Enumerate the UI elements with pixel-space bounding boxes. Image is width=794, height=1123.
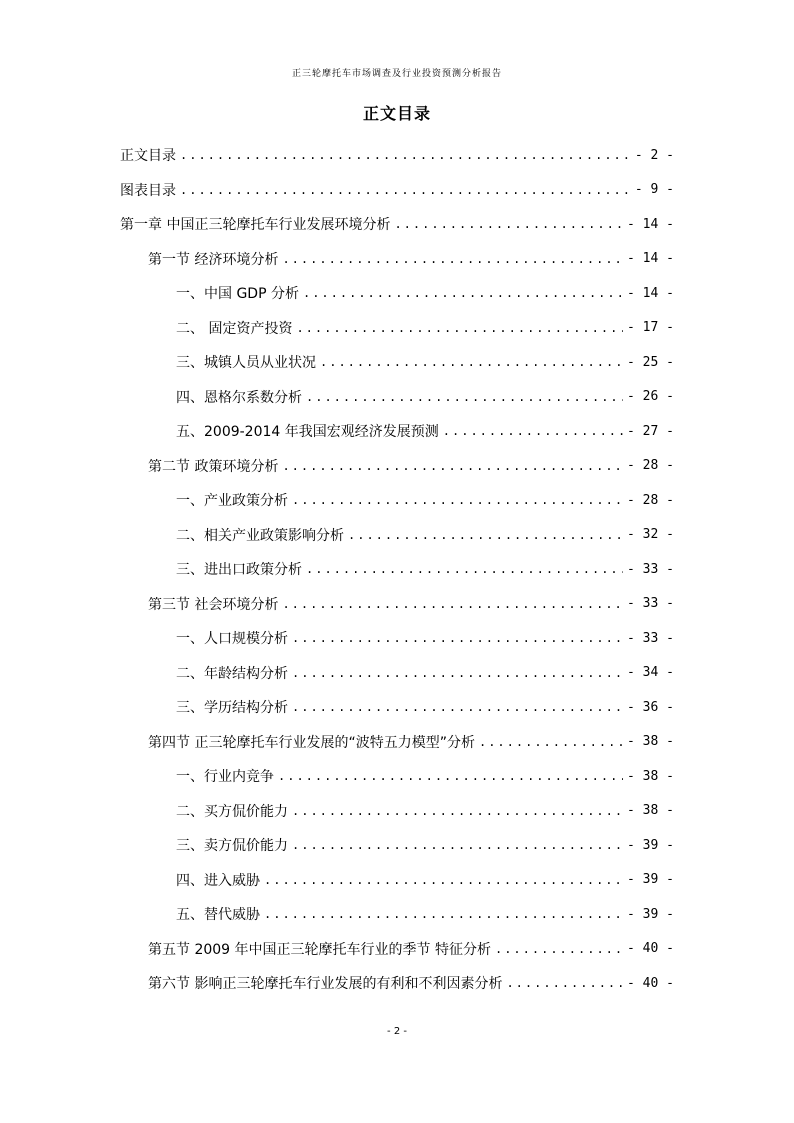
toc-entry-page: - 39 -	[627, 906, 674, 922]
toc-entry[interactable]	[120, 138, 674, 172]
toc-entry-page: - 40 -	[627, 975, 674, 991]
toc-entry-page: - 25 -	[627, 354, 674, 370]
toc-entry[interactable]	[148, 725, 674, 759]
toc-entry-page: - 39 -	[627, 837, 674, 853]
toc-dot-leader	[306, 552, 623, 586]
toc-entry-label: 一、中国 GDP 分析	[176, 286, 299, 302]
toc-dot-leader	[264, 863, 623, 897]
toc-entry-page: - 39 -	[627, 872, 674, 887]
toc-entry-page: - 34 -	[627, 665, 674, 680]
toc-entry[interactable]	[176, 552, 674, 586]
toc-dot-leader	[479, 725, 623, 759]
toc-entry-label: 二、年龄结构分析	[176, 665, 288, 682]
toc-entry-label: 三、卖方侃价能力	[176, 838, 288, 854]
toc-entry-page: - 17 -	[627, 320, 674, 335]
toc-entry-page: - 14 -	[627, 216, 674, 232]
page-number: - 2 -	[387, 1026, 407, 1037]
toc-dot-leader	[292, 828, 623, 862]
toc-dot-leader	[292, 483, 623, 517]
toc-entry-label: 五、替代威胁	[176, 907, 260, 923]
toc-entry-page: - 38 -	[627, 768, 674, 784]
toc-entry[interactable]	[148, 966, 674, 1000]
toc-entry[interactable]	[176, 414, 674, 448]
toc-entry-label: 三、进出口政策分析	[176, 562, 302, 578]
toc-entry[interactable]	[176, 345, 674, 379]
toc-dot-leader	[506, 966, 623, 1000]
toc-entry-label: 第三节 社会环境分析	[148, 596, 279, 613]
toc-entry[interactable]	[148, 449, 674, 483]
toc-entry-label: 一、人口规模分析	[176, 631, 288, 647]
toc-dot-leader	[292, 656, 623, 690]
toc-entry-page: - 38 -	[627, 803, 674, 818]
toc-entry-label: 第五节 2009 年中国正三轮摩托车行业的季节 特征分析	[148, 941, 491, 958]
toc-dot-leader	[292, 621, 623, 655]
toc-entry-label: 一、产业政策分析	[176, 493, 288, 509]
toc-dot-leader	[348, 518, 623, 552]
toc-entry-page: - 14 -	[627, 285, 674, 301]
toc-entry[interactable]	[176, 897, 674, 931]
toc-entry-label: 第一节 经济环境分析	[148, 251, 279, 268]
toc-entry[interactable]	[148, 242, 674, 276]
toc-entry-label: 图表目录	[120, 182, 176, 199]
toc-dot-leader	[180, 138, 631, 172]
toc-entry-label: 五、2009-2014 年我国宏观经济发展预测	[176, 424, 439, 440]
toc-entry-page: - 9 -	[634, 182, 674, 197]
toc-dot-leader	[264, 897, 623, 931]
toc-entry-label: 第六节 影响正三轮摩托车行业发展的有利和不利因素分析	[148, 976, 503, 992]
toc-entry-page: - 14 -	[627, 251, 674, 266]
toc-entry-page: - 36 -	[627, 699, 674, 715]
toc-entry-page: - 38 -	[627, 734, 674, 749]
toc-entry-label: 四、进入威胁	[176, 872, 260, 889]
toc-entry[interactable]	[176, 518, 674, 552]
toc-dot-leader	[292, 690, 623, 724]
toc-entry[interactable]	[176, 690, 674, 724]
toc-entry[interactable]	[176, 483, 674, 517]
toc-entry-page: - 27 -	[627, 423, 674, 439]
toc-entry-label: 第二节 政策环境分析	[148, 458, 279, 475]
toc-entry[interactable]	[176, 759, 674, 793]
toc-dot-leader	[278, 759, 623, 793]
toc-entry-page: - 28 -	[627, 492, 674, 508]
toc-entry[interactable]	[148, 932, 674, 966]
toc-dot-leader	[282, 449, 623, 483]
toc-entry-label: 二、买方侃价能力	[176, 803, 288, 820]
toc-entry[interactable]	[176, 621, 674, 655]
toc-entry[interactable]	[176, 863, 674, 897]
toc-entry-label: 第一章 中国正三轮摩托车行业发展环境分析	[120, 217, 391, 233]
toc-entry-label: 四、恩格尔系数分析	[176, 389, 302, 406]
toc-dot-leader	[495, 932, 623, 966]
toc-entry[interactable]	[120, 173, 674, 207]
toc-entry-label: 一、行业内竞争	[176, 769, 274, 785]
toc-entry[interactable]	[176, 794, 674, 828]
toc-entry-label: 第四节 正三轮摩托车行业发展的“波特五力模型”分析	[148, 734, 475, 751]
toc-entry-page: - 33 -	[627, 596, 674, 611]
toc-entry[interactable]	[176, 311, 674, 345]
toc-entry[interactable]	[176, 276, 674, 310]
toc-dot-leader	[296, 311, 623, 345]
toc-dot-leader	[320, 345, 623, 379]
toc-dot-leader	[306, 380, 623, 414]
toc-entry-label: 三、学历结构分析	[176, 700, 288, 716]
toc-entry[interactable]	[148, 587, 674, 621]
toc-entry[interactable]	[176, 380, 674, 414]
toc-dot-leader	[292, 794, 623, 828]
toc-entry-page: - 26 -	[627, 389, 674, 404]
toc-entry-page: - 33 -	[627, 630, 674, 646]
toc-entry[interactable]	[120, 207, 674, 241]
toc-dot-leader	[282, 242, 623, 276]
toc-heading: 正文目录	[362, 104, 431, 123]
running-header: 正三轮摩托车市场调查及行业投资预测分析报告	[291, 69, 502, 79]
toc-dot-leader	[394, 207, 623, 241]
toc-dot-leader	[180, 173, 631, 207]
toc-entry-page: - 32 -	[627, 527, 674, 542]
toc-entry-label: 三、城镇人员从业状况	[176, 355, 316, 371]
toc-entry-page: - 40 -	[627, 941, 674, 956]
toc-entry-page: - 33 -	[627, 561, 674, 577]
toc-entry-label: 二、相关产业政策影响分析	[176, 527, 344, 544]
toc-dot-leader	[282, 587, 623, 621]
toc-entry[interactable]	[176, 828, 674, 862]
toc-entry-page: - 2 -	[634, 147, 674, 163]
toc-entry-label: 二、 固定资产投资	[176, 320, 293, 337]
toc-dot-leader	[303, 276, 623, 310]
toc-entry-label: 正文目录	[120, 148, 176, 164]
toc-entry[interactable]	[176, 656, 674, 690]
toc-entry-page: - 28 -	[627, 458, 674, 473]
toc-dot-leader	[443, 414, 623, 448]
